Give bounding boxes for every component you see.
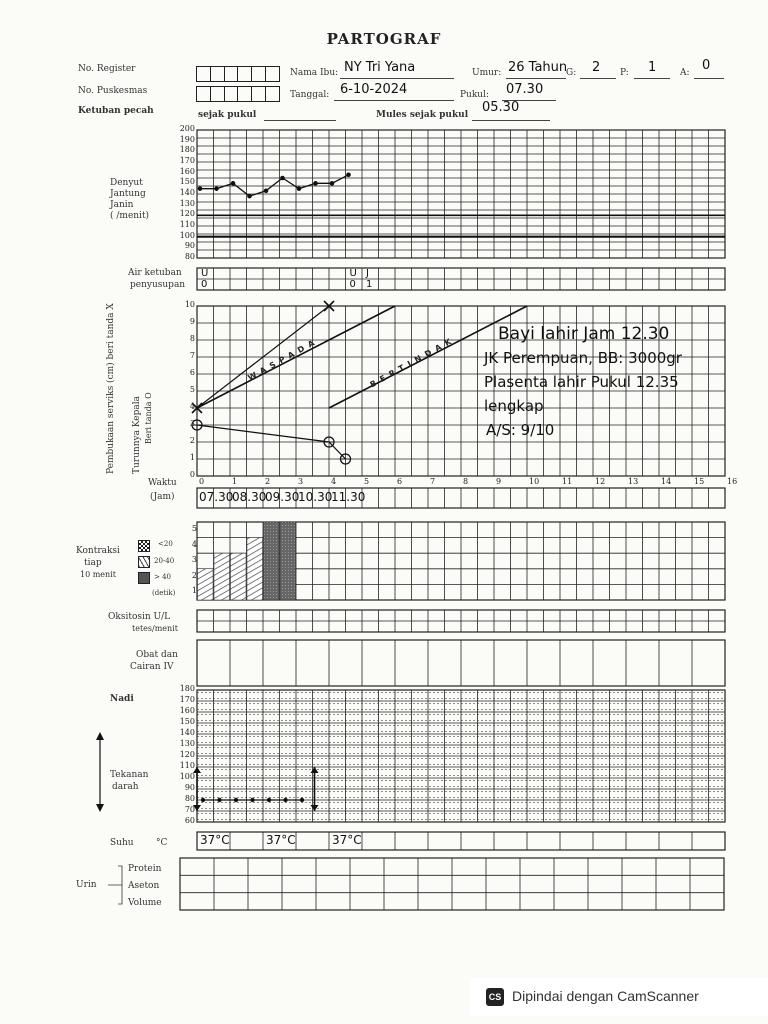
djj-point [198, 186, 203, 191]
djj-point [297, 186, 302, 191]
kontraksi-bar [280, 522, 296, 600]
nadi-tick: 90 [184, 783, 195, 792]
tanggal-label: Tanggal: [290, 90, 330, 100]
urin-label: Urin [76, 880, 97, 890]
note-line: A/S: 9/10 [486, 421, 555, 439]
hour-tick: 8 [463, 477, 469, 486]
djj-tick: 100 [179, 230, 195, 240]
p-label: P: [620, 68, 629, 78]
delivery-notes [484, 322, 682, 442]
nadi-tick: 170 [179, 695, 195, 704]
waspada-label: WASPADA [246, 336, 321, 383]
djj-point [313, 181, 318, 186]
aseton-label: Aseton [128, 881, 160, 891]
td-axis-arrow-down [96, 804, 104, 812]
oksitosin-label: Oksitosin U/L [108, 612, 171, 622]
waktu-entry: 09.30 [265, 490, 300, 504]
air-ketuban-label: Air ketuban [128, 268, 182, 278]
cervix-tick: 3 [189, 419, 195, 428]
umur-label: Umur: [472, 68, 502, 78]
a-value: 0 [702, 58, 711, 73]
kontraksi-bar [231, 553, 247, 600]
hour-tick: 11 [562, 477, 573, 486]
kontraksi-tick: 5 [191, 524, 197, 533]
djj-tick: 200 [179, 124, 195, 133]
legend-dots-icon [138, 540, 150, 552]
hour-tick: 9 [496, 477, 502, 486]
legend-solid-icon [138, 572, 150, 584]
note-line: Bayi lahir Jam 12.30 [498, 324, 670, 344]
mules-label: Mules sejak pukul [376, 110, 469, 120]
kontraksi-menit-label: 10 menit [80, 570, 116, 579]
obat-label: Obat dan [136, 650, 178, 660]
kontraksi-label: Kontraksi [76, 546, 120, 556]
kontraksi-bar [264, 522, 280, 600]
sejak-pukul-label: sejak pukul [198, 110, 257, 120]
hour-tick: 7 [430, 477, 436, 486]
jam-label: (Jam) [150, 492, 175, 502]
hour-tick: 10 [529, 477, 540, 486]
djj-tick: 90 [184, 241, 195, 251]
cervix-tick: 5 [189, 385, 195, 394]
hour-tick: 3 [298, 477, 304, 486]
cervix-tick: 2 [189, 436, 195, 445]
nama-ibu-value: NY Tri Yana [344, 60, 416, 75]
penyusupan-label: penyusupan [130, 280, 186, 290]
hour-tick: 14 [661, 477, 672, 486]
pulse-point [217, 798, 221, 802]
scanner-watermark [470, 978, 768, 1016]
hour-tick: 16 [727, 477, 738, 486]
kontraksi-tick: 4 [191, 539, 197, 549]
suhu-entry: 37°C [200, 833, 230, 847]
kontraksi-tick: 2 [191, 570, 197, 580]
legend-hatch-icon [138, 556, 150, 568]
tekanan-label: Tekanan [110, 770, 149, 780]
djj-tick: 170 [179, 156, 195, 165]
turun-label-2: Beri tanda O [144, 392, 153, 444]
djj-point [346, 173, 351, 178]
hour-tick: 13 [628, 477, 639, 486]
cervix-tick: 4 [189, 402, 195, 411]
air-ketuban-entry: 0 [349, 279, 356, 290]
mules-value: 05.30 [482, 100, 520, 115]
djj-point [330, 181, 335, 186]
djj-tick: 140 [179, 188, 195, 197]
nama-ibu-label: Nama Ibu: [290, 68, 339, 78]
pulse-point [300, 798, 304, 802]
waktu-entry: 10.30 [298, 490, 333, 504]
g-value: 2 [592, 60, 601, 75]
note-line: lengkap [484, 397, 544, 415]
djj-point [247, 194, 252, 199]
suhu-entry: 37°C [266, 833, 296, 847]
kontraksi-tick: 3 [191, 555, 197, 564]
page-title: PARTOGRAF [326, 30, 442, 48]
bertindak-label: BERTINDAK [368, 334, 458, 390]
air-ketuban-entry: J [366, 268, 369, 279]
g-label: G: [566, 68, 577, 78]
hour-tick: 1 [232, 477, 238, 486]
air-ketuban-entry: 0 [201, 279, 208, 290]
waktu-entry: 08.30 [232, 490, 267, 504]
hour-tick: 5 [364, 477, 370, 486]
kontraksi-bar [214, 553, 230, 600]
cervix-tick: 10 [184, 300, 195, 309]
hour-tick: 15 [694, 477, 705, 486]
hour-tick: 12 [595, 477, 606, 486]
suhu-unit-label: °C [156, 838, 168, 848]
kontraksi-tiap-label: tiap [84, 558, 102, 568]
nadi-tick: 140 [179, 728, 195, 737]
a-label: A: [680, 68, 690, 78]
p-value: 1 [648, 60, 657, 75]
tanggal-value: 6-10-2024 [340, 82, 408, 97]
td-axis-arrow-up [96, 732, 104, 740]
djj-label: Denyut Jantung Janin ( /menit) [110, 178, 150, 221]
nadi-tick: 80 [184, 794, 195, 803]
djj-point [231, 181, 236, 186]
cervix-tick: 1 [189, 453, 195, 462]
air-ketuban-entry: U [349, 268, 357, 279]
turun-label: Turunnya Kepala [132, 396, 142, 474]
legend-gt40: > 40 [154, 573, 171, 581]
cervix-tick: 0 [189, 470, 195, 479]
djj-point [280, 176, 285, 181]
nadi-tick: 160 [179, 706, 195, 715]
waktu-entry: 11.30 [331, 490, 366, 504]
djj-tick: 120 [179, 209, 195, 219]
suhu-label: Suhu [110, 838, 134, 848]
oksitosin-unit-label: tetes/menit [132, 624, 178, 633]
suhu-entry: 37°C [332, 833, 362, 847]
waktu-label: Waktu [148, 478, 177, 488]
no-register-label: No. Register [78, 64, 136, 74]
pukul-value: 07.30 [506, 82, 544, 97]
waktu-entry: 07.30 [199, 490, 234, 504]
djj-tick: 130 [179, 198, 195, 208]
note-line: JK Perempuan, BB: 3000gr [484, 349, 682, 367]
pembukaan-label: Pembukaan serviks (cm) beri tanda X [106, 303, 116, 474]
djj-point [214, 186, 219, 191]
pulse-point [234, 798, 238, 802]
umur-value: 26 Tahun [508, 60, 568, 75]
pulse-point [250, 798, 254, 802]
hour-tick: 2 [265, 477, 271, 486]
legend-lt20: <20 [158, 540, 173, 548]
djj-tick: 80 [184, 252, 195, 261]
djj-point [264, 189, 269, 194]
nadi-tick: 110 [179, 761, 195, 770]
air-ketuban-entry: U [201, 268, 209, 279]
nadi-tick: 60 [184, 816, 195, 825]
legend-unit: (detik) [152, 589, 176, 597]
hour-tick: 4 [331, 477, 337, 486]
note-line: Plasenta lahir Pukul 12.35 [484, 373, 679, 391]
pukul-label: Pukul: [460, 90, 490, 100]
obat-label-2: Cairan IV [130, 662, 174, 672]
cervix-tick: 6 [189, 368, 195, 377]
nadi-label: Nadi [110, 694, 134, 704]
cervix-tick: 8 [189, 334, 195, 343]
nadi-tick: 120 [179, 750, 195, 759]
cervix-tick: 7 [189, 351, 195, 360]
nadi-tick: 70 [184, 805, 195, 814]
pulse-point [201, 798, 205, 802]
djj-tick: 110 [179, 220, 195, 229]
kontraksi-bar [247, 538, 263, 600]
nadi-tick: 130 [179, 739, 195, 748]
urin-bracket [108, 866, 122, 904]
cervix-tick: 9 [189, 317, 195, 326]
pulse-point [283, 798, 287, 802]
hour-tick: 6 [397, 477, 403, 486]
volume-label: Volume [128, 898, 162, 908]
djj-tick: 180 [179, 145, 195, 155]
pulse-point [267, 798, 271, 802]
protein-label: Protein [128, 864, 162, 874]
kontraksi-tick: 1 [191, 586, 197, 595]
nadi-tick: 100 [179, 772, 195, 781]
djj-tick: 150 [179, 177, 195, 187]
ketuban-pecah-label: Ketuban pecah [78, 106, 154, 116]
legend-20-40: 20-40 [154, 557, 175, 565]
camscanner-logo-icon: CS [486, 988, 504, 1006]
djj-tick: 190 [179, 134, 195, 144]
hour-tick: 0 [199, 477, 205, 486]
nadi-tick: 180 [179, 684, 195, 693]
kontraksi-bar [198, 569, 214, 600]
djj-tick: 160 [179, 166, 195, 176]
darah-label: darah [112, 782, 139, 792]
camscanner-text: Dipindai dengan CamScanner [512, 988, 699, 1004]
nadi-tick: 150 [179, 717, 195, 726]
air-ketuban-entry: 1 [366, 279, 373, 290]
no-puskesmas-label: No. Puskesmas [78, 86, 148, 96]
